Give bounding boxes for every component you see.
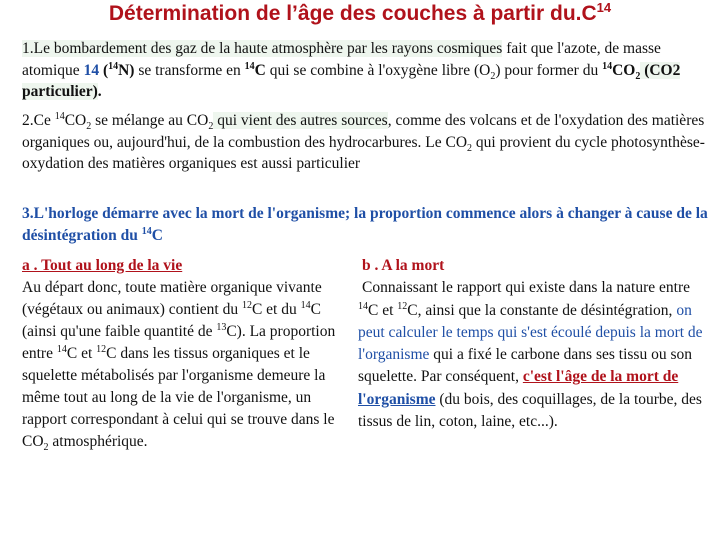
colB-sup-2: 12: [397, 300, 408, 312]
colA-sup-3: 13: [216, 321, 227, 333]
title-text: Détermination de l’âge des couches à partir du.C: [108, 2, 597, 25]
paragraph-3: [22, 203, 712, 246]
p1-text-g: se transforme en: [134, 61, 245, 79]
p3-text-a: 3.L'horloge démarre avec la mort de l'organisme; la proportion commence alors à changer à cause de la désintégration du: [22, 205, 708, 244]
p2-sub-f: 2: [208, 121, 214, 133]
colA-sub-1: 2: [43, 442, 49, 454]
p1-text-j: qui se combine à l'oxygène libre (O: [265, 61, 491, 79]
p2-text-a: 2.Ce: [22, 112, 55, 129]
p1-sup-h: 14: [244, 60, 255, 72]
title-superscript: 14: [596, 0, 612, 15]
colB-sup-1: 14: [358, 300, 368, 312]
p1-text-d: (: [99, 61, 109, 79]
column-b-heading: b . A la mort: [362, 257, 445, 274]
p2-text-c: CO: [64, 112, 87, 129]
p1-text-p: (CO2 particulier): [22, 61, 681, 100]
column-at-death: [358, 255, 708, 433]
column-during-life: [22, 255, 352, 453]
colA-text-2: C et du: [251, 301, 301, 318]
colA-sup-2: 14: [300, 299, 311, 311]
p1-text-a: 1.Le bombardement des gaz de la haute atmosphère par les rayons cosmiques: [22, 40, 503, 57]
p2-text-g: qui vient des autres sources: [213, 112, 388, 129]
p1-text-l: ) pour former du: [495, 61, 603, 79]
colB-blue-2: l'organisme: [358, 390, 436, 408]
column-a-heading: a . Tout au long de la vie: [22, 257, 183, 274]
p1-text-q: .: [97, 83, 102, 100]
colB-text-1: Connaissant le rapport qui existe dans la nature entre: [362, 279, 690, 297]
paragraph-2: [22, 110, 712, 175]
colB-red-1: c'est l'âge de la mort de: [522, 368, 679, 386]
p2-sub-i: 2: [467, 142, 473, 154]
colA-text-1: Au départ donc, toute matière organique vivante (végétaux ou animaux) contient du: [22, 279, 322, 318]
p2-sup-b: 14: [54, 110, 65, 122]
colA-text-5: C et: [66, 345, 97, 362]
p2-text-h: , comme des volcans et de l'oxydation des matières organiques ou, aujourd'hui, de la combustion des hydrocarbures. Le CO: [22, 112, 705, 151]
colA-sup-1: 12: [241, 299, 252, 311]
p1-text-n: CO: [612, 61, 636, 79]
p1-text-c: 14: [83, 61, 100, 79]
p2-sub-d: 2: [86, 121, 92, 133]
colA-text-4: C). La proportion entre: [22, 323, 336, 362]
colA-text-7: atmosphérique.: [48, 433, 148, 450]
colB-text-4: qui a fixé le carbone dans ses tissu ou son squelette. Par conséquent,: [358, 346, 692, 386]
p1-text-b: fait que l'azote, de masse atomique: [22, 40, 661, 79]
p1-sup-e: 14: [108, 60, 119, 72]
p2-text-e: se mélange au CO: [91, 112, 209, 129]
colA-text-6: C dans les tissus organiques et le squelette métabolisés par l'organisme demeure la même tout au long de la vie de l'organisme, un rapport correspondant à celui qui se trouve dans le CO: [22, 345, 335, 450]
page-title: [0, 2, 720, 26]
colB-blue-1: on peut calculer le temps qui s'est écoulé depuis la mort de l'organisme: [358, 301, 703, 364]
colB-text-3: C, ainsi que la constante de désintégration,: [407, 301, 677, 319]
colB-text-2: C et: [368, 301, 398, 319]
colB-text-5: (du bois, des coquillages, de la tourbe, des tissus de lin, coton, laine, etc...).: [358, 390, 702, 431]
p2-text-j: qui provient du cycle photosynthèse-oxydation des matières organiques est aussi particulier: [22, 133, 705, 172]
colA-sup-4: 14: [56, 343, 67, 355]
p1-text-f: N): [118, 61, 135, 79]
colA-sup-5: 12: [96, 343, 107, 355]
p1-sup-m: 14: [602, 60, 613, 72]
p1-sub-o: 2: [635, 70, 641, 82]
p3-text-c: C: [151, 226, 163, 244]
p1-sub-k: 2: [490, 70, 496, 82]
colA-text-3: C (ainsi qu'une faible quantité de: [22, 301, 321, 340]
p1-text-i: C: [254, 61, 266, 79]
paragraph-1: [22, 38, 712, 103]
p3-sup-b: 14: [141, 225, 152, 237]
